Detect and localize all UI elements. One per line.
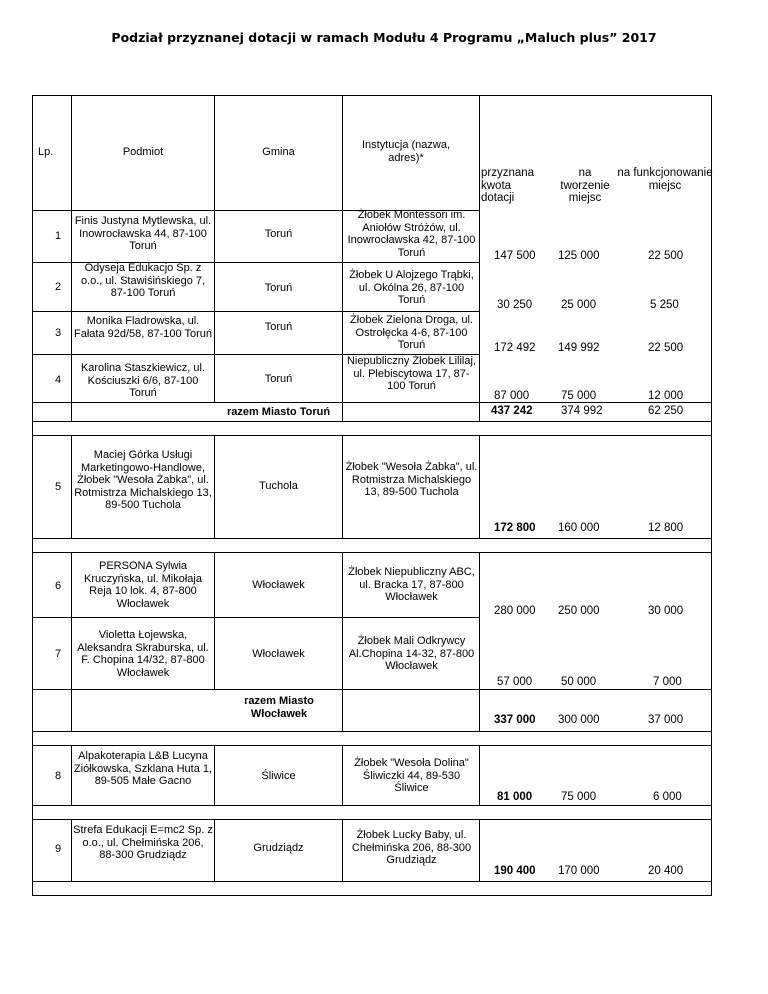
row-7-lp: 7: [55, 648, 62, 660]
row-2-podmiot: Odyseja Edukacjo Sp. z o.o., ul. Stawiśińskiego 7, 87-100 Toruń: [80, 262, 206, 300]
row-3-gmina: Toruń: [264, 321, 293, 333]
row-8-tworzenie: 75 000: [561, 791, 597, 803]
header-kwota: przyznana kwota dotacji: [481, 167, 535, 205]
row-7-kwota: 57 000: [497, 676, 533, 688]
row-5-instytucja: Żłobek "Wesoła Żabka", ul. Rotmistrza Michalskiego 13, 89-500 Tuchola: [345, 461, 478, 499]
header-podmiot: Podmiot: [122, 146, 164, 158]
row-5-funkcjonowanie: 12 800: [648, 522, 684, 534]
header-funkcjonowanie: na funkcjonowanie miejsc: [617, 167, 713, 192]
row-3-lp: 3: [55, 327, 62, 339]
row-6-instytucja: Żłobek Niepubliczny ABC, ul. Bracka 17, 87-800 Włocławek: [348, 566, 475, 604]
row-2-funkcjonowanie: 5 250: [650, 299, 679, 311]
row-8-kwota: 81 000: [497, 791, 533, 803]
row-2-gmina: Toruń: [264, 282, 293, 294]
row-5-gmina: Tuchola: [259, 480, 298, 492]
row-1-lp: 1: [55, 230, 62, 242]
row-7-podmiot: Violetta Łojewska, Aleksandra Skraburska, ul. F. Chopina 14/32, 87-800 Włocławek: [77, 629, 209, 679]
row-3-tworzenie: 149 992: [558, 342, 600, 354]
row-6-funkcjonowanie: 30 000: [648, 605, 684, 617]
row-3-instytucja: Żłobek Zielona Droga, ul. Ostrołęcka 4-6, 87-100 Toruń: [350, 314, 473, 352]
row-9-tworzenie: 170 000: [558, 865, 600, 877]
row-5-tworzenie: 160 000: [558, 522, 600, 534]
row-5-podmiot: Maciej Górka Usługi Marketingowo-Handlowe, Żłobek "Wesoła Żabka", ul. Rotmistrza Michalskiego 13, 89-500 Tuchola: [74, 449, 212, 512]
row-4-tworzenie: 75 000: [561, 390, 597, 402]
row-8-instytucja: Żłobek "Wesoła Dolina" Śliwiczki 44, 89-530 Śliwice: [354, 757, 469, 795]
total-torun-funkcjonowanie: 62 250: [648, 405, 684, 417]
header-lp: Lp.: [38, 146, 54, 158]
row-7-gmina: Włocławek: [252, 648, 305, 660]
row-1-podmiot: Finis Justyna Mytlewska, ul. Inowrocławska 44, 87-100 Toruń: [74, 215, 212, 253]
total-torun-kwota: 437 242: [491, 405, 533, 417]
row-3-kwota: 172 492: [494, 342, 536, 354]
row-4-podmiot: Karolina Staszkiewicz, ul. Kościuszki 6/6, 87-100 Toruń: [80, 362, 206, 400]
total-wloclawek-funkcjonowanie: 37 000: [648, 714, 684, 726]
row-2-instytucja: Żłobek U Alojzego Trąbki, ul. Okólna 26, 87-100 Toruń: [349, 269, 474, 307]
row-6-podmiot: PERSONA Sylwia Kruczyńska, ul. Mikołaja Reja 10 lok. 4, 87-800 Włocławek: [84, 560, 202, 610]
row-1-tworzenie: 125 000: [558, 250, 600, 262]
row-6-gmina: Włocławek: [252, 579, 305, 591]
row-9-gmina: Grudziądz: [253, 842, 304, 854]
row-9-funkcjonowanie: 20 400: [648, 865, 684, 877]
document-title: Podział przyznanej dotacji w ramach Modułu 4 Programu „Maluch plus” 2017: [111, 30, 657, 45]
row-7-funkcjonowanie: 7 000: [653, 676, 682, 688]
row-1-kwota: 147 500: [494, 250, 536, 262]
row-9-lp: 9: [55, 843, 62, 855]
row-9-kwota: 190 400: [494, 865, 536, 877]
row-6-kwota: 280 000: [494, 605, 536, 617]
total-torun-tworzenie: 374 992: [561, 405, 603, 417]
row-4-lp: 4: [55, 374, 62, 386]
header-tworzenie: na tworzenie miejsc: [560, 167, 610, 205]
row-8-funkcjonowanie: 6 000: [653, 791, 682, 803]
total-wloclawek-kwota: 337 000: [494, 714, 536, 726]
row-4-gmina: Toruń: [264, 373, 293, 385]
total-torun-label: razem Miasto Toruń: [226, 406, 331, 418]
row-7-instytucja: Żłobek Mali Odkrywcy Al.Chopina 14-32, 87-800 Włocławek: [348, 635, 475, 673]
row-5-lp: 5: [55, 481, 62, 493]
row-6-lp: 6: [55, 580, 62, 592]
row-2-lp: 2: [55, 281, 62, 293]
row-4-funkcjonowanie: 12 000: [648, 390, 684, 402]
row-5-kwota: 172 800: [494, 522, 536, 534]
header-instytucja: Instytucja (nazwa, adres)*: [361, 139, 451, 164]
total-wloclawek-tworzenie: 300 000: [558, 714, 600, 726]
total-wloclawek-label: razem Miasto Włocławek: [244, 695, 314, 720]
row-8-lp: 8: [55, 770, 62, 782]
row-1-gmina: Toruń: [264, 228, 293, 240]
row-1-funkcjonowanie: 22 500: [648, 250, 684, 262]
row-6-tworzenie: 250 000: [558, 605, 600, 617]
row-2-tworzenie: 25 000: [561, 299, 597, 311]
row-8-podmiot: Alpakoterapia L&B Lucyna Ziółkowska, Szklana Huta 1, 89-505 Małe Gacno: [73, 750, 213, 788]
row-8-gmina: Śliwice: [261, 770, 296, 782]
header-gmina: Gmina: [262, 146, 295, 158]
row-4-instytucja: Niepubliczny Żłobek Lililaj, ul. Plebiscytowa 17, 87-100 Toruń: [346, 355, 476, 393]
row-1-instytucja: Żłobek Montessori im. Aniołów Stróżów, ul. Inowrocławska 42, 87-100 Toruń: [347, 209, 476, 259]
row-9-instytucja: Żłobek Lucky Baby, ul. Chełmińska 206, 88-300 Grudziądz: [351, 829, 472, 867]
row-7-tworzenie: 50 000: [561, 676, 597, 688]
row-4-kwota: 87 000: [494, 390, 530, 402]
row-9-podmiot: Strefa Edukacji E=mc2 Sp. z o.o., ul. Chełmińska 206, 88-300 Grudziądz: [73, 824, 213, 862]
row-3-podmiot: Monika Fladrowska, ul. Fałata 92d/58, 87-100 Toruń: [73, 315, 212, 340]
row-3-funkcjonowanie: 22 500: [648, 342, 684, 354]
row-2-kwota: 30 250: [497, 299, 533, 311]
